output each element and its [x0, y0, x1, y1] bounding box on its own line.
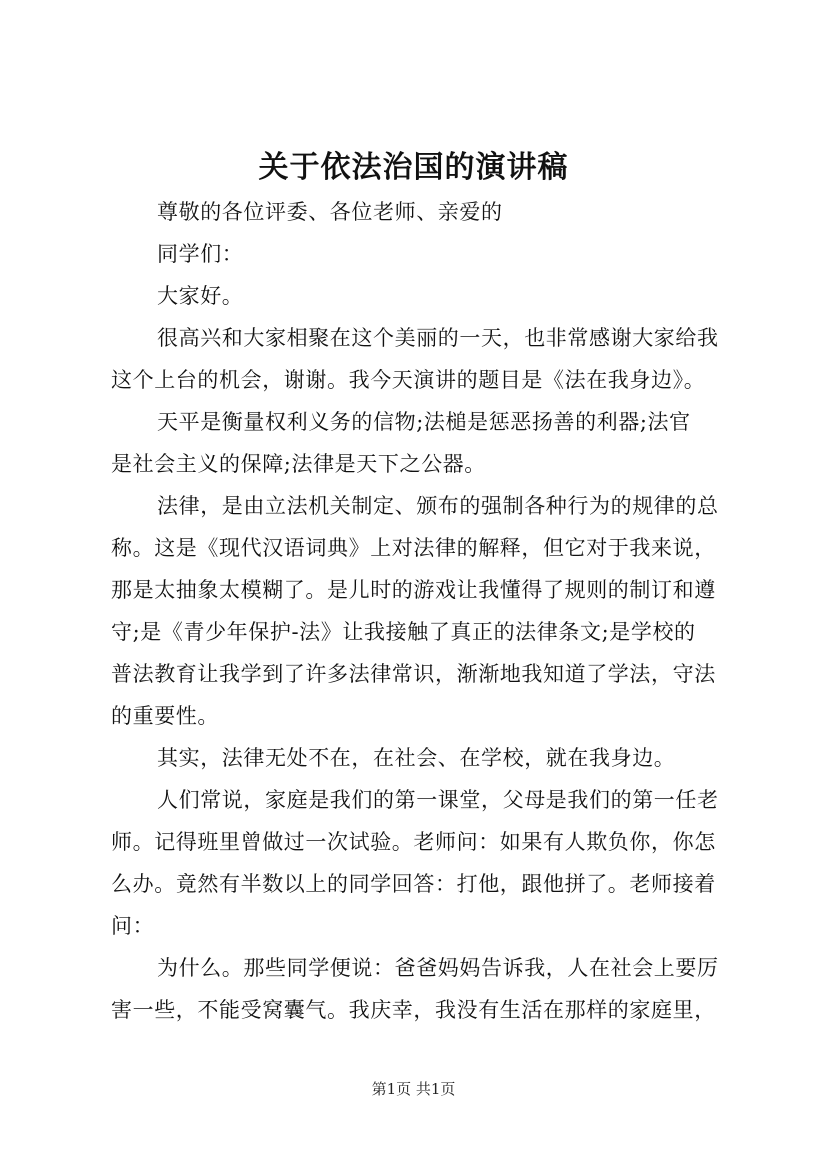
text-line: 普法教育让我学到了许多法律常识，渐渐地我知道了学法，守法 [111, 662, 716, 686]
text-line: 法律，是由立法机关制定、颁布的强制各种行为的规律的总 [157, 494, 719, 518]
text-line: 其实，法律无处不在，在社会、在学校，就在我身边。 [157, 746, 676, 770]
text-line: 这个上台的机会，谢谢。我今天演讲的题目是《法在我身边》。 [111, 368, 706, 392]
text-line: 大家好。 [157, 284, 244, 308]
text-line: 师。记得班里曾做过一次试验。老师问：如果有人欺负你，你怎 [111, 830, 716, 854]
text-line: 守;是《青少年保护-法》让我接触了真正的法律条文;是学校的 [111, 620, 696, 644]
text-line: 尊敬的各位评委、各位老师、亲爱的 [157, 200, 503, 224]
text-line: 人们常说，家庭是我们的第一课堂，父母是我们的第一任老 [157, 788, 719, 812]
text-line: 那是太抽象太模糊了。是儿时的游戏让我懂得了规则的制订和遵 [111, 578, 716, 602]
text-line: 问： [111, 914, 155, 938]
text-line: 天平是衡量权利义务的信物;法槌是惩恶扬善的利器;法官 [157, 410, 691, 434]
page-number-footer: 第1页 共1页 [371, 1080, 456, 1098]
text-line: 称。这是《现代汉语词典》上对法律的解释，但它对于我来说， [111, 536, 716, 560]
document-title: 关于依法治国的演讲稿 [258, 150, 569, 185]
text-line: 害一些，不能受窝囊气。我庆幸，我没有生活在那样的家庭里， [111, 998, 716, 1022]
text-line: 同学们： [157, 242, 244, 266]
text-line: 为什么。那些同学便说：爸爸妈妈告诉我，人在社会上要厉 [157, 956, 719, 980]
text-line: 很高兴和大家相聚在这个美丽的一天，也非常感谢大家给我 [157, 326, 719, 350]
text-line: 是社会主义的保障;法律是天下之公器。 [111, 452, 486, 476]
text-line: 么办。竟然有半数以上的同学回答：打他，跟他拼了。老师接着 [111, 872, 716, 896]
text-line: 的重要性。 [111, 704, 219, 728]
document-body [111, 191, 723, 1031]
